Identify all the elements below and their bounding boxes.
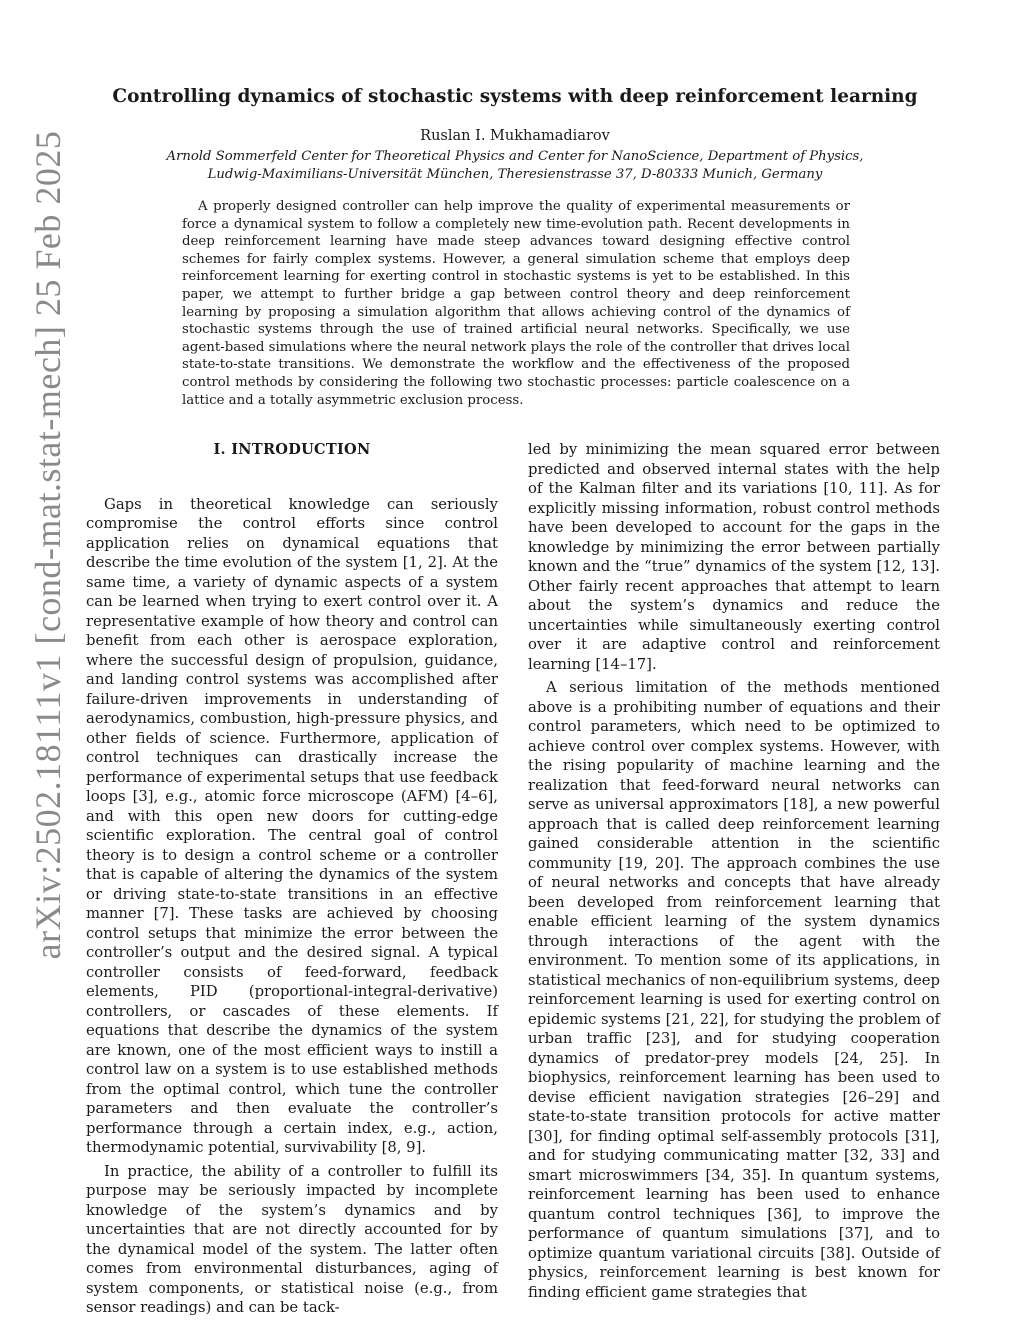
intro-paragraph-2-continued: led by minimizing the mean squared error between predicted and observed internal states with the help of the Kalman filter and its variations [10, 11]. As for explicitly missing information, robust control methods have been developed to account for the gaps in the knowledge by minimizing the error between partially known and the “true” dynamics of the system [12, 13]. Other fairly recent approaches that attempt to learn about the system’s dynamics and reduce the uncertainties while simultaneously exerting control over it are adaptive control and reinforcement learning [14–17]. xyxy=(528,441,940,673)
arxiv-identifier-stamp xyxy=(18,45,78,1045)
intro-paragraph-3: A serious limitation of the methods mentioned above is a prohibiting number of equations and their control parameters, which need to be optimized to achieve control over complex systems. However, with the rising popularity of machine learning and the realization that feed-forward neural networks can serve as universal approximators [18], a new powerful approach that is called deep reinforcement learning gained considerable attention in the scientific community [19, 20]. The approach combines the use of neural networks and concepts that have already been developed from reinforcement learning that enable efficient learning of the system dynamics through interactions of the agent with the environment. To mention some of its applications, in statistical mechanics of non-equilibrium systems, deep reinforcement learning is used for exerting control on epidemic systems [21, 22], for studying the problem of urban traffic [23], and for studying cooperation dynamics of predator-prey models [24, 25]. In biophysics, reinforcement learning has been used to devise efficient navigation strategies [26–29] and state-to-state transition protocols for active matter [30], for finding optimal self-assembly protocols [31], and for studying communicating matter [32, 33] and smart microswimmers [34, 35]. In quantum systems, reinforcement learning has been used to enhance quantum control techniques [36], to improve the performance of quantum simulations [37], and to optimize quantum variational circuits [38]. Outside of physics, reinforcement learning is best known for finding efficient game strategies that xyxy=(528,679,940,1301)
author-affiliation xyxy=(110,148,920,184)
section-heading-introduction: I. INTRODUCTION xyxy=(213,441,371,458)
right-column xyxy=(528,440,940,1302)
affiliation-line-1: Arnold Sommerfeld Center for Theoretical Physics and Center for NanoScience, Department of Physics, xyxy=(166,149,864,164)
intro-paragraph-2: In practice, the ability of a controller to fulfill its purpose may be seriously impacted by incomplete knowledge of the system’s dynamics and by uncertainties that are not directly accounted for by the dynamical model of the system. The latter often comes from environmental disturbances, aging of system components, or statistical noise (e.g., from sensor readings) and can be tack- xyxy=(86,1162,498,1316)
paper-title: Controlling dynamics of stochastic systems with deep reinforcement learning xyxy=(112,86,918,107)
intro-paragraph-1: Gaps in theoretical knowledge can seriously compromise the control efforts since control application relies on dynamical equations that describe the time evolution of the system [1, 2]. At the same time, a variety of dynamic aspects of a system can be learned when trying to exert control over it. A representative example of how theory and control can benefit from each other is aerospace exploration, where the successful design of propulsion, guidance, and landing control systems was accomplished after failure-driven improvements in understanding of aerodynamics, combustion, high-pressure physics, and other fields of science. Furthermore, application of control techniques can drastically increase the performance of experimental setups that use feedback loops [3], e.g., atomic force microscope (AFM) [4–6], and with this open new doors for cutting-edge scientific exploration. The central goal of control theory is to design a control scheme or a controller that is capable of altering the dynamics of the system or driving state-to-state transitions in an effective manner [7]. These tasks are achieved by choosing control setups that minimize the error between the controller’s output and the desired signal. A typical controller consists of feed-forward, feedback elements, PID (proportional-integral-derivative) controllers, or cascades of these elements. If equations that describe the dynamics of the system are known, one of the most efficient ways to instill a control law on a system is to use established methods from the optimal control, which tune the controller parameters and then evaluate the controller’s performance through a certain index, e.g., action, thermodynamic potential, survivability [8, 9]. xyxy=(86,495,498,1156)
affiliation-line-2: Ludwig-Maximilians-Universität München, Theresienstrasse 37, D-80333 Munich, Germany xyxy=(207,167,823,182)
arxiv-identifier-text: arXiv:2502.18111v1 [cond-mat.stat-mech] 25 Feb 2025 xyxy=(28,130,68,960)
author-name: Ruslan I. Mukhamadiarov xyxy=(420,128,610,144)
abstract: A properly designed controller can help improve the quality of experimental measurements or force a dynamical system to follow a completely new time-evolution path. Recent developments in deep reinforcement learning have made steep advances toward designing effective control schemes for fairly complex systems. However, a general simulation scheme that employs deep reinforcement learning for exerting control in stochastic systems is yet to be established. In this paper, we attempt to further bridge a gap between control theory and deep reinforcement learning by proposing a simulation algorithm that allows achieving control of the dynamics of stochastic systems through the use of trained artificial neural networks. Specifically, we use agent-based simulations where the neural network plays the role of the controller that drives local state-to-state transitions. We demonstrate the workflow and the effectiveness of the proposed control methods by considering the following two stochastic processes: particle coalescence on a lattice and a totally asymmetric exclusion process. xyxy=(182,199,850,408)
left-column xyxy=(86,440,498,1318)
